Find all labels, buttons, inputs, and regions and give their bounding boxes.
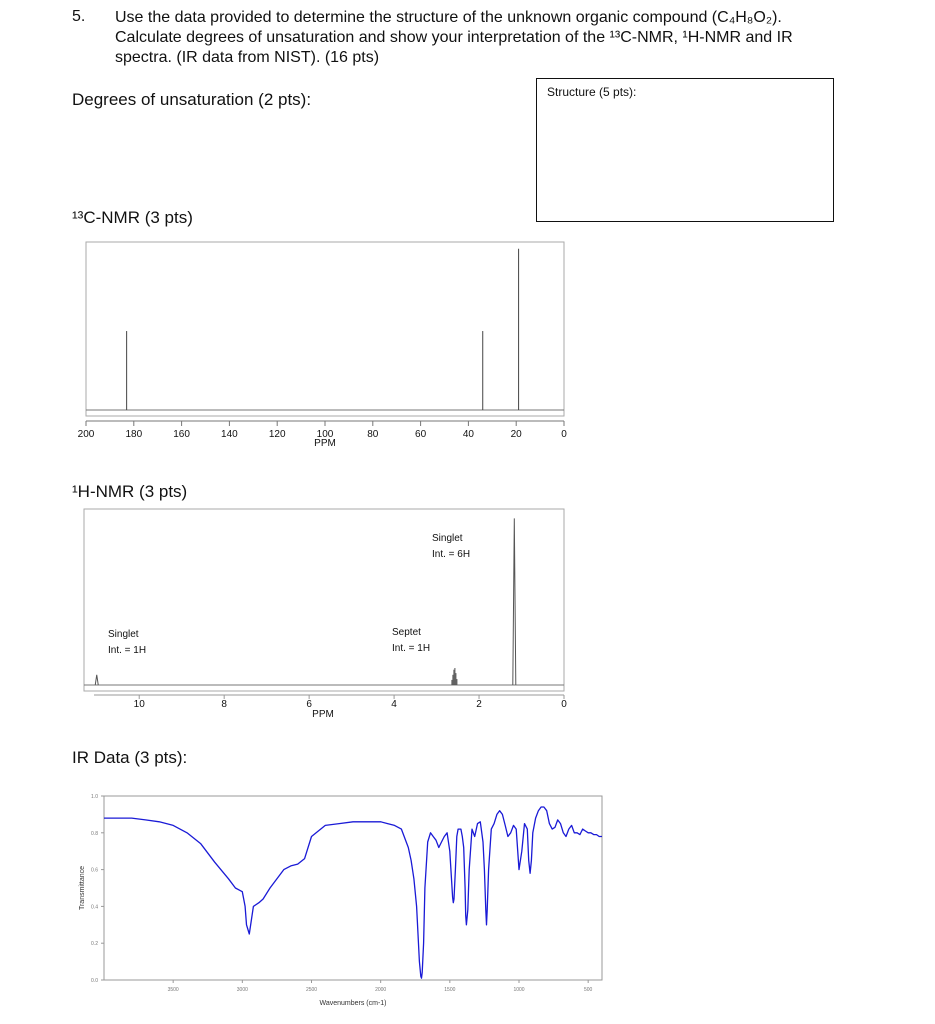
h1-peak — [95, 675, 98, 685]
h1-peak-label: Singlet — [432, 533, 463, 544]
h1-tick-label: 8 — [221, 699, 227, 710]
structure-answer-box[interactable] — [536, 78, 834, 222]
c13-tick-label: 20 — [510, 429, 522, 440]
ir-xtick-label: 2500 — [305, 987, 318, 993]
c13-tick-label: 60 — [415, 429, 427, 440]
h1-tick-label: 2 — [476, 699, 482, 710]
ir-plot-frame — [104, 796, 602, 980]
ir-heading: IR Data (3 pts): — [72, 748, 188, 767]
ir-xtick-label: 2000 — [375, 987, 387, 993]
c13-tick-label: 0 — [561, 429, 567, 440]
h1-axis-title: PPM — [312, 709, 334, 720]
h1-peak-label: Septet — [392, 627, 421, 638]
question-line-1: Use the data provided to determine the structure of the unknown organic compound (C₄H₈O₂). — [115, 9, 782, 26]
h1-peak-integration: Int. = 1H — [392, 643, 431, 654]
h1-peak — [513, 518, 516, 685]
question-line-2: Calculate degrees of unsaturation and show your interpretation of the ¹³C-NMR, ¹H-NMR and IR — [115, 29, 793, 46]
h1-plot-frame — [84, 509, 564, 691]
c13-tick-label: 120 — [268, 429, 286, 440]
h1-tick-label: 6 — [306, 699, 312, 710]
h1-heading: ¹H-NMR (3 pts) — [72, 482, 188, 501]
question-number: 5. — [72, 8, 86, 25]
question-line-3: spectra. (IR data from NIST). (16 pts) — [115, 49, 380, 66]
h1-tick-label: 0 — [561, 699, 567, 710]
h1-peak-integration: Int. = 6H — [432, 549, 471, 560]
ir-xtick-label: 1500 — [444, 987, 456, 993]
ir-ytick-label: 0.0 — [91, 978, 98, 984]
c13-axis-title: PPM — [314, 438, 336, 449]
ir-chart — [70, 784, 615, 1016]
h1-peak-label: Singlet — [108, 629, 139, 640]
h1-peak-integration: Int. = 1H — [108, 645, 147, 656]
h1-tick-label: 10 — [133, 699, 145, 710]
c13-nmr-chart — [77, 238, 580, 458]
ir-ytick-label: 0.8 — [91, 830, 98, 837]
c13-tick-label: 80 — [367, 429, 379, 440]
c13-plot-frame — [86, 242, 564, 416]
structure-label: Structure (5 pts): — [547, 85, 637, 99]
ir-xaxis-title: Wavenumbers (cm-1) — [319, 1000, 387, 1007]
h1-tick-label: 4 — [391, 699, 397, 710]
ir-yaxis-title: Transmittance — [79, 865, 86, 911]
ir-ytick-label: 0.2 — [91, 941, 98, 948]
c13-heading: ¹³C-NMR (3 pts) — [72, 208, 193, 227]
ir-ytick-label: 1.0 — [91, 794, 98, 800]
ir-xtick-label: 1000 — [513, 987, 525, 993]
dou-heading: Degrees of unsaturation (2 pts): — [72, 90, 312, 109]
c13-tick-label: 40 — [462, 429, 474, 440]
ir-xtick-label: 500 — [583, 987, 593, 993]
ir-xtick-label: 3500 — [167, 987, 179, 993]
c13-tick-label: 140 — [221, 429, 238, 440]
ir-ytick-label: 0.6 — [91, 867, 98, 874]
ir-ytick-label: 0.4 — [91, 904, 98, 911]
c13-tick-label: 160 — [173, 429, 190, 440]
ir-xtick-label: 3000 — [236, 987, 248, 993]
h1-nmr-chart — [80, 505, 580, 725]
c13-tick-label: 100 — [316, 429, 334, 440]
c13-tick-label: 200 — [77, 429, 95, 440]
c13-tick-label: 180 — [125, 429, 143, 440]
